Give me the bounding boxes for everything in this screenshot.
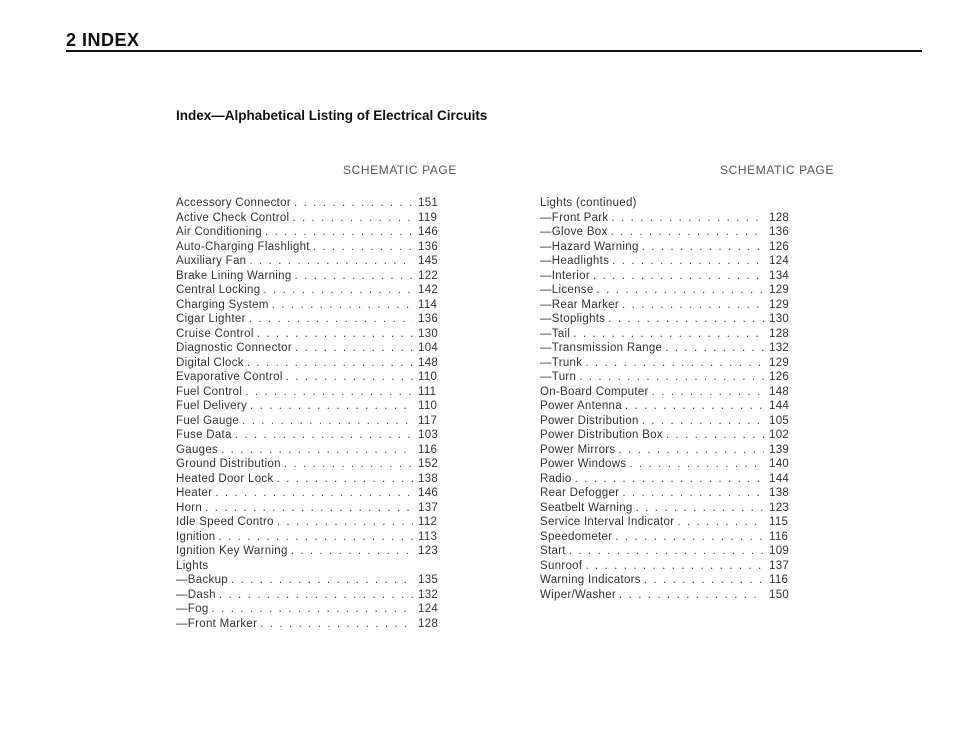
dot-leader: [218, 530, 413, 545]
index-entry: [540, 225, 795, 240]
index-entry-label: Seatbelt Warning: [540, 501, 633, 514]
index-entry-label: Fuel Gauge: [176, 414, 240, 427]
dot-leader: [272, 298, 413, 313]
dot-leader: [286, 370, 413, 385]
index-entry-label: Fuel Delivery: [176, 400, 248, 412]
index-entry: [176, 573, 444, 588]
index-entry-page: 126: [769, 240, 790, 253]
index-entry: [176, 457, 444, 472]
index-entry: [540, 298, 795, 313]
index-entry-label: Idle Speed Contro: [176, 516, 274, 528]
index-entry-page: 116: [418, 443, 438, 456]
index-entry-label: Accessory Connector: [176, 197, 291, 209]
index-entry-label: Active Check Control: [176, 211, 290, 224]
index-entry-label: —Headlights: [540, 255, 610, 267]
index-entry-label: Digital Clock: [176, 356, 244, 369]
index-entry-page: 128: [769, 211, 790, 224]
index-entry: [540, 428, 795, 443]
index-entry-label: Fuse Data: [176, 429, 232, 441]
column-heading-right: SCHEMATIC PAGE: [720, 163, 834, 177]
index-entry-label: Lights: [176, 559, 209, 572]
index-entry-page: 111: [418, 385, 437, 398]
index-entry-label: Sunroof: [540, 559, 583, 572]
dot-leader: [597, 283, 764, 298]
index-entry-page: 102: [769, 429, 790, 441]
index-entry: [176, 428, 444, 443]
index-entry-page: 124: [769, 255, 790, 267]
index-entry-label: —Turn: [540, 371, 577, 383]
index-entry: [176, 486, 444, 501]
index-entry-page: 103: [418, 429, 439, 441]
index-entry-page: 138: [769, 487, 790, 499]
dot-leader: [205, 501, 413, 516]
index-entry-label: Gauges: [176, 443, 219, 456]
index-entry: [176, 211, 444, 226]
dot-leader: [284, 457, 413, 472]
index-entry: [540, 283, 795, 298]
index-entry: [540, 530, 795, 545]
index-entry-label: Speedometer: [540, 530, 613, 543]
dot-leader: [245, 385, 413, 400]
index-entry-label: —Hazard Warning: [540, 240, 639, 253]
index-entry-page: 150: [769, 588, 790, 601]
dot-leader: [619, 588, 764, 603]
index-entry-page: 110: [418, 371, 438, 383]
index-entry: [540, 559, 795, 574]
index-column-right: [540, 196, 795, 602]
dot-leader: [242, 414, 413, 429]
index-entry-label: Cruise Control: [176, 327, 254, 340]
index-entry: [176, 298, 444, 313]
index-entry-label: —Glove Box: [540, 226, 608, 238]
index-entry-label: Horn: [176, 501, 203, 514]
index-entry-page: 145: [418, 255, 439, 267]
index-entry: [176, 515, 444, 530]
index-entry-label: Ground Distribution: [176, 458, 281, 470]
dot-leader: [260, 617, 413, 632]
index-entry-label: Auxiliary Fan: [176, 255, 247, 267]
header-rule: [66, 50, 922, 52]
index-entry: [540, 457, 795, 472]
index-entry: [540, 240, 795, 255]
index-entry-label: Rear Defogger: [540, 487, 620, 499]
index-entry-page: 137: [769, 559, 790, 572]
index-entry: [176, 385, 444, 400]
index-entry-label: Wiper/Washer: [540, 588, 617, 601]
index-entry-label: Power Antenna: [540, 400, 622, 412]
index-entry-page: 142: [418, 284, 439, 296]
index-entry-page: 136: [769, 226, 790, 238]
index-entry-page: 130: [769, 313, 790, 325]
index-entry-label: Ignition Key Warning: [176, 545, 288, 557]
index-entry: [540, 472, 795, 487]
index-entry-label: Fuel Control: [176, 385, 243, 398]
dot-leader: [625, 399, 764, 414]
dot-leader: [221, 443, 413, 458]
section-header: 2 INDEX: [66, 30, 140, 50]
dot-leader: [636, 501, 764, 516]
index-entry-page: 146: [418, 226, 439, 238]
index-entry-label: —Backup: [176, 574, 228, 586]
index-entry: [176, 602, 444, 617]
dot-leader: [295, 269, 413, 284]
index-entry-page: 124: [418, 603, 439, 615]
index-entry: [176, 240, 444, 255]
index-entry: [176, 269, 444, 284]
dot-leader: [277, 515, 413, 530]
index-entry-page: 119: [418, 211, 438, 224]
index-entry: [540, 341, 795, 356]
index-entry-page: 109: [769, 545, 790, 557]
index-entry-page: 135: [418, 574, 439, 586]
index-entry-label: Ignition: [176, 530, 216, 543]
index-entry-label: Service Interval Indicator: [540, 516, 675, 528]
dot-leader: [642, 414, 764, 429]
index-entry-label: Air Conditioning: [176, 226, 262, 238]
index-entry: [176, 617, 444, 632]
index-entry: [176, 530, 444, 545]
index-entry: [540, 196, 795, 211]
index-entry: [176, 370, 444, 385]
index-entry-page: 151: [418, 197, 439, 209]
index-entry-page: 114: [418, 298, 438, 311]
index-entry: [176, 196, 444, 211]
index-entry: [176, 356, 444, 371]
index-entry-label: —Trunk: [540, 356, 583, 369]
index-entry: [540, 385, 795, 400]
dot-leader: [295, 341, 413, 356]
index-entry: [540, 356, 795, 371]
index-entry: [176, 443, 444, 458]
index-entry-page: 126: [769, 371, 790, 383]
dot-leader: [585, 356, 764, 371]
index-entry: [540, 414, 795, 429]
dot-leader: [644, 573, 764, 588]
index-entry-page: 140: [769, 458, 790, 470]
index-entry: [540, 573, 795, 588]
dot-leader: [579, 370, 764, 385]
dot-leader: [665, 341, 764, 356]
dot-leader: [593, 269, 764, 284]
index-entry: [176, 501, 444, 516]
dot-leader: [611, 225, 764, 240]
dot-leader: [294, 196, 413, 211]
dot-leader: [575, 472, 764, 487]
index-entry-page: 139: [769, 443, 790, 456]
index-entry-label: —Transmission Range: [540, 342, 663, 354]
index-entry: [540, 515, 795, 530]
index-entry-label: —Front Marker: [176, 617, 258, 630]
index-entry: [176, 254, 444, 269]
index-entry-page: 136: [418, 313, 439, 325]
dot-leader: [629, 457, 764, 472]
index-entry-page: 132: [769, 342, 790, 354]
index-entry-page: 144: [769, 400, 790, 412]
index-entry-page: 104: [418, 342, 439, 354]
index-entry-page: 123: [769, 501, 790, 514]
dot-leader: [249, 312, 413, 327]
index-entry-page: 129: [769, 298, 790, 311]
index-entry-page: 144: [769, 472, 790, 485]
index-entry: [540, 486, 795, 501]
index-entry-page: 116: [769, 530, 789, 543]
index-entry-label: —Tail: [540, 327, 571, 340]
index-entry: [540, 588, 795, 603]
index-entry-page: 137: [418, 501, 439, 514]
index-entry: [176, 414, 444, 429]
index-entry-label: Start: [540, 545, 566, 557]
index-entry: [540, 501, 795, 516]
index-entry-page: 136: [418, 240, 439, 253]
index-entry-page: 122: [418, 269, 439, 282]
dot-leader: [277, 472, 414, 487]
index-entry-page: 110: [418, 400, 438, 412]
dot-leader: [677, 515, 764, 530]
index-entry: [540, 254, 795, 269]
index-entry: [540, 399, 795, 414]
index-entry-label: —Dash: [176, 588, 216, 601]
index-entry-page: 152: [418, 458, 439, 470]
dot-leader: [250, 399, 413, 414]
index-entry-label: Heated Door Lock: [176, 472, 274, 485]
index-entry-label: Diagnostic Connector: [176, 342, 292, 354]
index-entry: [176, 327, 444, 342]
index-entry: [176, 472, 444, 487]
dot-leader: [666, 428, 764, 443]
index-entry-page: 148: [769, 385, 790, 398]
index-entry: [540, 327, 795, 342]
index-entry-label: Power Mirrors: [540, 443, 616, 456]
index-entry-label: Auto-Charging Flashlight: [176, 240, 310, 253]
dot-leader: [219, 588, 413, 603]
dot-leader: [291, 544, 413, 559]
index-entry-page: 148: [418, 356, 439, 369]
index-entry-page: 129: [769, 356, 790, 369]
index-entry: [176, 283, 444, 298]
dot-leader: [642, 240, 764, 255]
index-entry-label: —Fog: [176, 603, 209, 615]
dot-leader: [265, 225, 413, 240]
index-entry-label: —License: [540, 284, 594, 296]
index-entry-page: 138: [418, 472, 439, 485]
page-title: Index—Alphabetical Listing of Electrical Circuits: [176, 108, 488, 123]
index-entry: [540, 443, 795, 458]
dot-leader: [257, 327, 413, 342]
index-entry-label: Cigar Lighter: [176, 313, 246, 325]
index-entry: [176, 588, 444, 603]
dot-leader: [618, 443, 764, 458]
dot-leader: [652, 385, 764, 400]
index-entry-page: 105: [769, 414, 790, 427]
dot-leader: [212, 602, 413, 617]
index-entry-label: Lights (continued): [540, 197, 637, 209]
index-entry-page: 134: [769, 269, 790, 282]
index-entry-label: Power Distribution Box: [540, 429, 663, 441]
dot-leader: [231, 573, 413, 588]
dot-leader: [622, 486, 764, 501]
dot-leader: [263, 283, 413, 298]
index-entry-page: 112: [418, 516, 438, 528]
index-entry: [540, 370, 795, 385]
dot-leader: [215, 486, 413, 501]
index-entry-label: —Interior: [540, 269, 590, 282]
index-entry: [176, 341, 444, 356]
dot-leader: [569, 544, 764, 559]
index-entry-label: Heater: [176, 487, 213, 499]
index-entry-page: 113: [418, 530, 438, 543]
index-entry: [176, 544, 444, 559]
dot-leader: [247, 356, 413, 371]
index-entry-label: —Stoplights: [540, 313, 606, 325]
index-entry-label: Power Distribution: [540, 414, 639, 427]
index-entry-page: 128: [769, 327, 790, 340]
index-entry: [176, 399, 444, 414]
index-entry-page: 128: [418, 617, 439, 630]
index-entry-label: Central Locking: [176, 284, 261, 296]
dot-leader: [615, 530, 764, 545]
index-entry-page: 130: [418, 327, 439, 340]
index-entry-page: 132: [418, 588, 439, 601]
dot-leader: [313, 240, 413, 255]
index-entry: [540, 269, 795, 284]
dot-leader: [292, 211, 413, 226]
index-entry: [176, 312, 444, 327]
dot-leader: [235, 428, 413, 443]
index-entry: [540, 312, 795, 327]
index-entry: [176, 225, 444, 240]
dot-leader: [608, 312, 764, 327]
index-entry-page: 129: [769, 284, 790, 296]
index-entry-label: —Front Park: [540, 211, 609, 224]
index-entry-label: Brake Lining Warning: [176, 269, 292, 282]
index-entry-label: Evaporative Control: [176, 371, 283, 383]
index-entry: [176, 559, 444, 574]
index-entry-page: 146: [418, 487, 439, 499]
dot-leader: [612, 254, 764, 269]
index-entry-label: Power Windows: [540, 458, 627, 470]
index-entry-label: —Rear Marker: [540, 298, 620, 311]
index-entry-page: 116: [769, 574, 789, 586]
index-column-left: [176, 196, 444, 631]
dot-leader: [585, 559, 764, 574]
column-heading-left: SCHEMATIC PAGE: [343, 163, 457, 177]
index-entry-page: 117: [418, 414, 438, 427]
index-entry-page: 123: [418, 545, 439, 557]
index-entry: [540, 211, 795, 226]
index-entry-label: Warning Indicators: [540, 574, 641, 586]
index-entry: [540, 544, 795, 559]
dot-leader: [249, 254, 413, 269]
index-entry-label: Charging System: [176, 298, 269, 311]
dot-leader: [573, 327, 764, 342]
dot-leader: [622, 298, 764, 313]
index-entry-label: Radio: [540, 472, 572, 485]
index-entry-label: On-Board Computer: [540, 385, 649, 398]
dot-leader: [611, 211, 764, 226]
index-entry-page: 115: [769, 516, 789, 528]
